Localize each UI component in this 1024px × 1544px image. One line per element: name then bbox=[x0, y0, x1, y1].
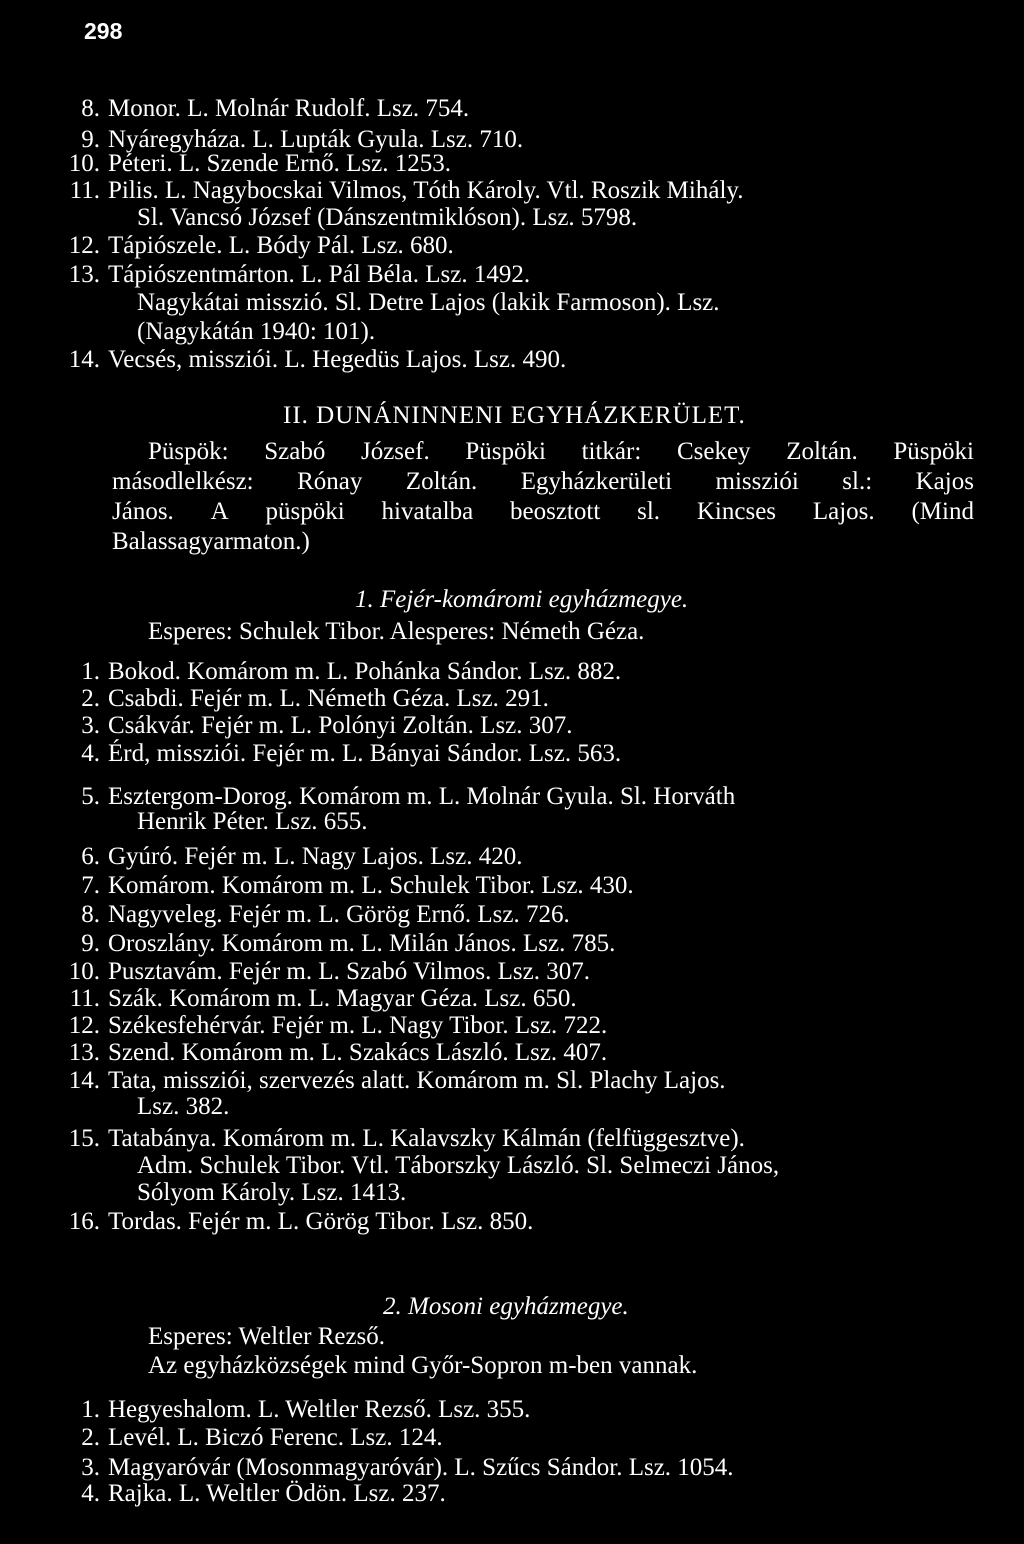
list-item: 13. Szend. Komárom m. L. Szakács László. Lsz. 407. bbox=[68, 1039, 608, 1066]
diocese-note: Az egyházközségek mind Győr-Sopron m-ben vannak. bbox=[148, 1352, 698, 1379]
list-item: 14. Vecsés, missziói. L. Hegedüs Lajos. Lsz. 490. bbox=[68, 346, 567, 373]
list-item: 3. Magyaróvár (Mosonmagyaróvár). L. Szűcs Sándor. Lsz. 1054. bbox=[81, 1454, 734, 1481]
list-item: 4. Rajka. L. Weltler Ödön. Lsz. 237. bbox=[81, 1480, 446, 1507]
list-item: 13. Tápiószentmárton. L. Pál Béla. Lsz. 1492. bbox=[68, 261, 531, 288]
list-item: 3. Csákvár. Fejér m. L. Polónyi Zoltán. Lsz. 307. bbox=[81, 712, 573, 739]
list-item: 2. Levél. L. Biczó Ferenc. Lsz. 124. bbox=[81, 1424, 443, 1451]
list-item-continuation: Adm. Schulek Tibor. Vtl. Táborszky László. Sl. Selmeczi János, bbox=[137, 1152, 780, 1179]
list-item: 9. Oroszlány. Komárom m. L. Milán János. Lsz. 785. bbox=[81, 930, 616, 957]
list-item: 1. Bokod. Komárom m. L. Pohánka Sándor. Lsz. 882. bbox=[81, 658, 622, 685]
list-item: 15. Tatabánya. Komárom m. L. Kalavszky Kálmán (felfüggesztve). bbox=[68, 1125, 745, 1152]
paragraph-line: Balassagyarmaton.) bbox=[112, 528, 310, 555]
diocese-title: 1. Fejér-komáromi egyházmegye. bbox=[355, 586, 689, 613]
district-heading: II. DUNÁNINNENI EGYHÁZKERÜLET. bbox=[283, 402, 746, 429]
list-item: 10. Pusztavám. Fejér m. L. Szabó Vilmos. Lsz. 307. bbox=[68, 958, 591, 985]
paragraph-line: János. A püspöki hivatalba beosztott sl. Kincses Lajos. (Mind bbox=[112, 498, 974, 525]
page-number: 298 bbox=[84, 18, 123, 44]
list-item: 12. Székesfehérvár. Fejér m. L. Nagy Tibor. Lsz. 722. bbox=[68, 1012, 608, 1039]
list-item-continuation: Sl. Vancsó József (Dánszentmiklóson). Lsz. 5798. bbox=[137, 204, 638, 231]
list-item-continuation: (Nagykátán 1940: 101). bbox=[137, 318, 376, 345]
list-item: 11. Pilis. L. Nagybocskai Vilmos, Tóth Károly. Vtl. Roszik Mihály. bbox=[69, 177, 744, 204]
list-item: 6. Gyúró. Fejér m. L. Nagy Lajos. Lsz. 420. bbox=[81, 843, 523, 870]
list-item: 5. Esztergom-Dorog. Komárom m. L. Molnár Gyula. Sl. Horváth bbox=[81, 783, 736, 810]
paragraph-line: másodlelkész: Rónay Zoltán. Egyházkerületi missziói sl.: Kajos bbox=[112, 468, 974, 495]
list-item-continuation: Sólyom Károly. Lsz. 1413. bbox=[137, 1179, 407, 1206]
list-item: 10. Péteri. L. Szende Ernő. Lsz. 1253. bbox=[68, 150, 451, 177]
list-item: 12. Tápiószele. L. Bódy Pál. Lsz. 680. bbox=[68, 232, 454, 259]
list-item: 1. Hegyeshalom. L. Weltler Rezső. Lsz. 355. bbox=[81, 1396, 531, 1423]
list-item-continuation: Nagykátai misszió. Sl. Detre Lajos (lakik Farmoson). Lsz. bbox=[137, 289, 720, 316]
diocese-officials: Esperes: Weltler Rezső. bbox=[148, 1323, 386, 1350]
list-item: 8. Monor. L. Molnár Rudolf. Lsz. 754. bbox=[81, 95, 470, 122]
list-item: 4. Érd, missziói. Fejér m. L. Bányai Sándor. Lsz. 563. bbox=[81, 740, 622, 767]
list-item: 9. Nyáregyháza. L. Lupták Gyula. Lsz. 710. bbox=[81, 126, 524, 153]
paragraph-line: Püspök: Szabó József. Püspöki titkár: Csekey Zoltán. Püspöki bbox=[148, 438, 974, 465]
list-item-continuation: Lsz. 382. bbox=[137, 1093, 230, 1120]
list-item: 14. Tata, missziói, szervezés alatt. Komárom m. Sl. Plachy Lajos. bbox=[68, 1067, 726, 1094]
list-item: 7. Komárom. Komárom m. L. Schulek Tibor. Lsz. 430. bbox=[81, 872, 634, 899]
list-item-continuation: Henrik Péter. Lsz. 655. bbox=[137, 808, 368, 835]
list-item: 2. Csabdi. Fejér m. L. Németh Géza. Lsz. 291. bbox=[81, 685, 549, 712]
list-item: 11. Szák. Komárom m. L. Magyar Géza. Lsz. 650. bbox=[69, 985, 577, 1012]
list-item: 16. Tordas. Fejér m. L. Görög Tibor. Lsz. 850. bbox=[68, 1208, 534, 1235]
diocese-title: 2. Mosoni egyházmegye. bbox=[383, 1293, 629, 1320]
diocese-officials: Esperes: Schulek Tibor. Alesperes: Németh Géza. bbox=[148, 618, 645, 645]
list-item: 8. Nagyveleg. Fejér m. L. Görög Ernő. Lsz. 726. bbox=[81, 901, 570, 928]
